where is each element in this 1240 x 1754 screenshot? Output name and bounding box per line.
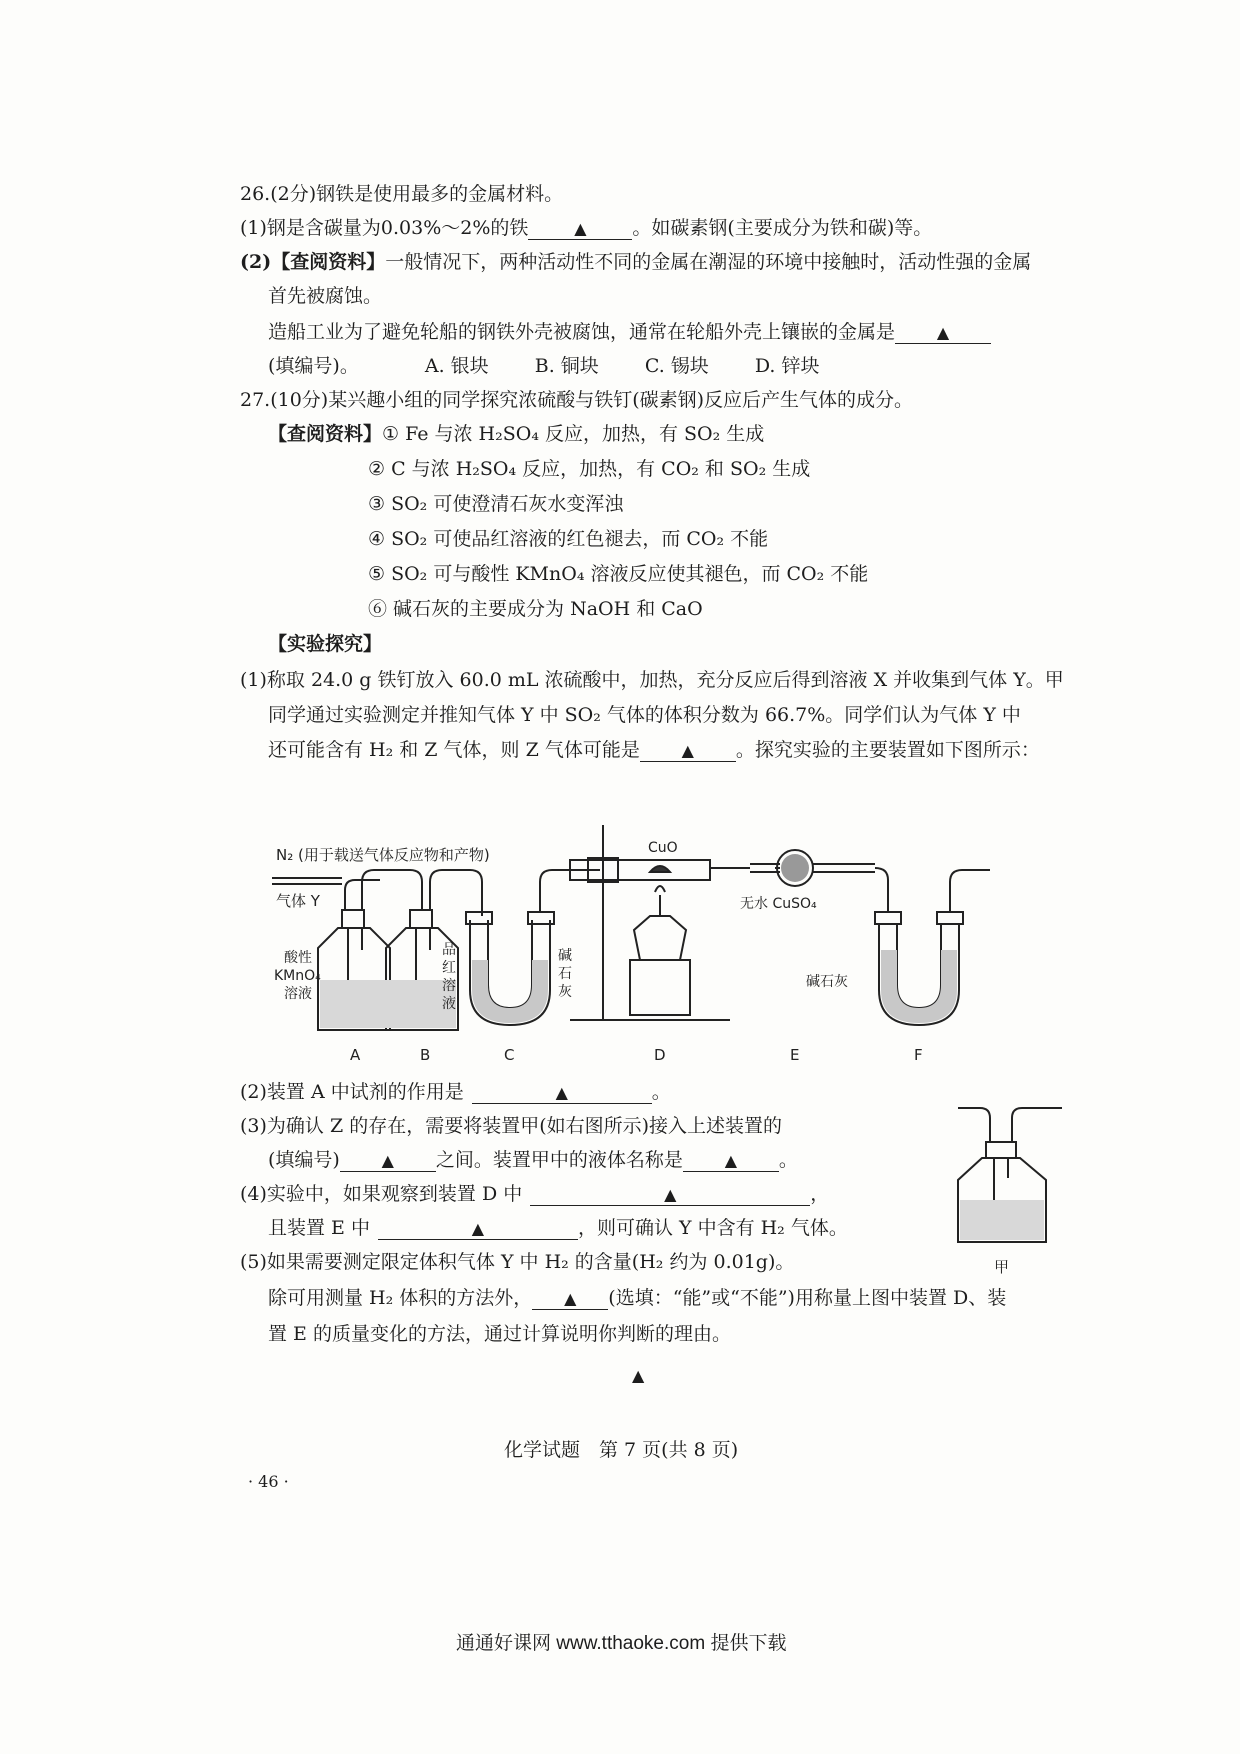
reference-item: ① Fe 与浓 H₂SO₄ 反应，加热，有 SO₂ 生成 <box>382 423 765 445</box>
tube-b-to-c <box>430 870 482 916</box>
cuso4-granules <box>781 854 809 882</box>
blank-marker: ▲ <box>936 323 950 342</box>
label-d: D <box>654 1046 666 1064</box>
q27-part4-comma: ， <box>810 1183 830 1205</box>
answer-blank[interactable] <box>640 740 736 762</box>
q26-part1 <box>240 216 932 240</box>
blank-marker: ▲ <box>471 1219 485 1238</box>
q27-part1-text-end: 。探究实验的主要装置如下图所示： <box>735 739 1040 761</box>
page-info: 化学试题 第 7 页(共 8 页) <box>504 1439 739 1461</box>
q26-part2-line2: 首先被腐蚀。 <box>268 285 383 307</box>
soda-lime-f <box>881 950 957 1023</box>
a-reagent-2: KMnO₄ <box>274 968 321 984</box>
label-e: E <box>790 1046 800 1064</box>
q26-part2-text: 一般情况下，两种活动性不同的金属在潮湿的环境中接触时，活动性强的金属 <box>385 251 1032 273</box>
q27-part1-line1: (1)称取 24.0 g 铁钉放入 60.0 mL 浓硫酸中，加热，充分反应后得到溶液 X 并收集到气体 Y。甲 <box>240 669 1064 691</box>
answer-blank[interactable] <box>340 1150 436 1172</box>
fill-number-note: (填编号)。 <box>268 355 359 377</box>
q27-part5-line1: (5)如果需要测定限定体积气体 Y 中 H₂ 的含量(H₂ 约为 0.01g)。 <box>240 1251 795 1273</box>
q26-part2-line3 <box>268 320 991 344</box>
option-a: A. 银块 <box>424 355 489 377</box>
q26-part1-text-end: 。如碳素钢(主要成分为铁和碳)等。 <box>632 217 933 239</box>
option-d: D. 锌块 <box>754 355 820 377</box>
label-a: A <box>350 1046 361 1064</box>
q27-part3-line1: (3)为确认 Z 的存在，需要将装置甲(如右图所示)接入上述装置的 <box>240 1115 783 1137</box>
q27-ref-1 <box>268 422 764 446</box>
jia-liquid <box>960 1200 1044 1240</box>
reference-tag: 【查阅资料】 <box>268 423 383 445</box>
q26-title: 26.(2分)钢铁是使用最多的金属材料。 <box>240 183 564 205</box>
q27-part5-options: (选填：“能”或“不能”)用称量上图中装置 D、装 <box>608 1287 1007 1309</box>
answer-blank[interactable] <box>532 1288 608 1310</box>
q26-part2-line1 <box>240 250 1031 274</box>
option-b: B. 铜块 <box>534 355 599 377</box>
q26-options <box>268 354 819 378</box>
reference-item: ⑥ 碱石灰的主要成分为 NaOH 和 CaO <box>368 598 703 620</box>
n2-label: N₂ (用于载送气体反应物和产物) <box>276 846 490 864</box>
alcohol-lamp <box>634 916 686 960</box>
b-reagent-2: 红 <box>442 960 456 976</box>
q27-part3-question: 之间。装置甲中的液体名称是 <box>435 1149 683 1171</box>
q27-part4-line1 <box>240 1182 829 1206</box>
reference-item: ② C 与浓 H₂SO₄ 反应，加热，有 CO₂ 和 SO₂ 生成 <box>368 458 811 480</box>
jia-right-tube <box>1012 1108 1062 1142</box>
soda-lime-c <box>472 960 548 1023</box>
cuo-label: CuO <box>648 840 678 856</box>
answer-marker[interactable]: ▲ <box>632 1366 645 1385</box>
q27-part3-end: 。 <box>778 1149 798 1171</box>
reference-item: ⑤ SO₂ 可与酸性 KMnO₄ 溶液反应使其褪色，而 CO₂ 不能 <box>368 563 869 585</box>
gas-y-label: 气体 Y <box>276 892 320 910</box>
f-reagent-label: 碱石灰 <box>806 974 848 990</box>
c-reagent-2: 石 <box>558 966 572 982</box>
blank-marker: ▲ <box>664 1185 677 1204</box>
q27-part4-question-2: 且装置 E 中 <box>268 1217 370 1239</box>
e-reagent-label: 无水 CuSO₄ <box>740 896 817 912</box>
answer-blank[interactable] <box>472 1082 652 1104</box>
answer-blank[interactable] <box>528 218 632 240</box>
blank-marker: ▲ <box>681 741 694 760</box>
a-reagent-3: 溶液 <box>284 986 312 1002</box>
bottle-a-stopper <box>342 910 364 928</box>
blank-marker: ▲ <box>574 219 587 238</box>
q27-part4-end: ，则可确认 Y 中含有 H₂ 气体。 <box>577 1217 848 1239</box>
q27-part2-end: 。 <box>651 1081 671 1103</box>
q27-part1-line2: 同学通过实验测定并推知气体 Y 中 SO₂ 气体的体积分数为 66.7%。同学们认为气体 Y 中 <box>268 704 1021 726</box>
b-reagent-1: 品 <box>442 942 456 958</box>
jia-left-tube <box>958 1108 990 1142</box>
b-reagent-4: 液 <box>442 996 456 1012</box>
bottle-b-stopper <box>410 910 432 928</box>
q27-part3-line2 <box>268 1148 798 1172</box>
page-number: · 46 · <box>248 1472 289 1491</box>
q27-part5-line3: 置 E 的质量变化的方法，通过计算说明你判断的理由。 <box>268 1323 731 1345</box>
reference-item: ③ SO₂ 可使澄清石灰水变浑浊 <box>368 493 624 515</box>
lamp-block <box>630 960 690 1015</box>
liquid-a <box>320 980 388 1028</box>
tube-a-to-b <box>362 870 422 910</box>
label-b: B <box>420 1046 431 1064</box>
answer-blank[interactable] <box>683 1150 779 1172</box>
label-f: F <box>914 1046 923 1064</box>
q27-part5-line2 <box>268 1286 1006 1310</box>
c-reagent-3: 灰 <box>558 984 572 1000</box>
q27-part1-line3 <box>268 738 1040 762</box>
option-c: C. 锡块 <box>644 355 709 377</box>
answer-blank[interactable] <box>895 322 991 344</box>
q27-title: 27.(10分)某兴趣小组的同学探究浓硫酸与铁钉(碳素钢)反应后产生气体的成分。 <box>240 389 914 411</box>
jia-stopper <box>986 1142 1016 1158</box>
label-c: C <box>504 1046 515 1064</box>
reference-item: ④ SO₂ 可使品红溶液的红色褪去，而 CO₂ 不能 <box>368 528 769 550</box>
answer-blank[interactable] <box>378 1218 578 1240</box>
q27-part4-question: (4)实验中，如果观察到装置 D 中 <box>240 1183 523 1205</box>
answer-blank[interactable] <box>530 1184 810 1206</box>
b-reagent-3: 溶 <box>442 978 456 994</box>
blank-marker: ▲ <box>564 1289 577 1308</box>
blank-marker: ▲ <box>381 1151 394 1170</box>
reference-tag: (2)【查阅资料】 <box>240 251 386 273</box>
q27-part2 <box>240 1080 671 1104</box>
apparatus-jia <box>950 1100 1070 1280</box>
q27-part2-question: (2)装置 A 中试剂的作用是 <box>240 1081 464 1103</box>
q27-part1-question: 还可能含有 H₂ 和 Z 气体，则 Z 气体可能是 <box>268 739 640 761</box>
q26-part1-text: (1)钢是含碳量为0.03%～2%的铁 <box>240 217 529 239</box>
fill-number-note: (填编号) <box>268 1149 340 1171</box>
experiment-tag: 【实验探究】 <box>268 633 383 655</box>
tube-to-f <box>875 868 888 912</box>
q26-part2-question: 造船工业为了避免轮船的钢铁外壳被腐蚀，通常在轮船外壳上镶嵌的金属是 <box>268 321 896 343</box>
apparatus-diagram <box>270 820 1040 1070</box>
q27-part5-question: 除可用测量 H₂ 体积的方法外， <box>268 1287 533 1309</box>
c-reagent-1: 碱 <box>558 948 572 964</box>
jia-label: 甲 <box>994 1258 1010 1276</box>
a-reagent-1: 酸性 <box>284 950 312 966</box>
blank-marker: ▲ <box>555 1083 568 1102</box>
blank-marker: ▲ <box>724 1151 737 1170</box>
watermark: 通通好课网 www.tthaoke.com 提供下载 <box>456 1633 787 1654</box>
q27-part4-line2 <box>268 1216 848 1240</box>
